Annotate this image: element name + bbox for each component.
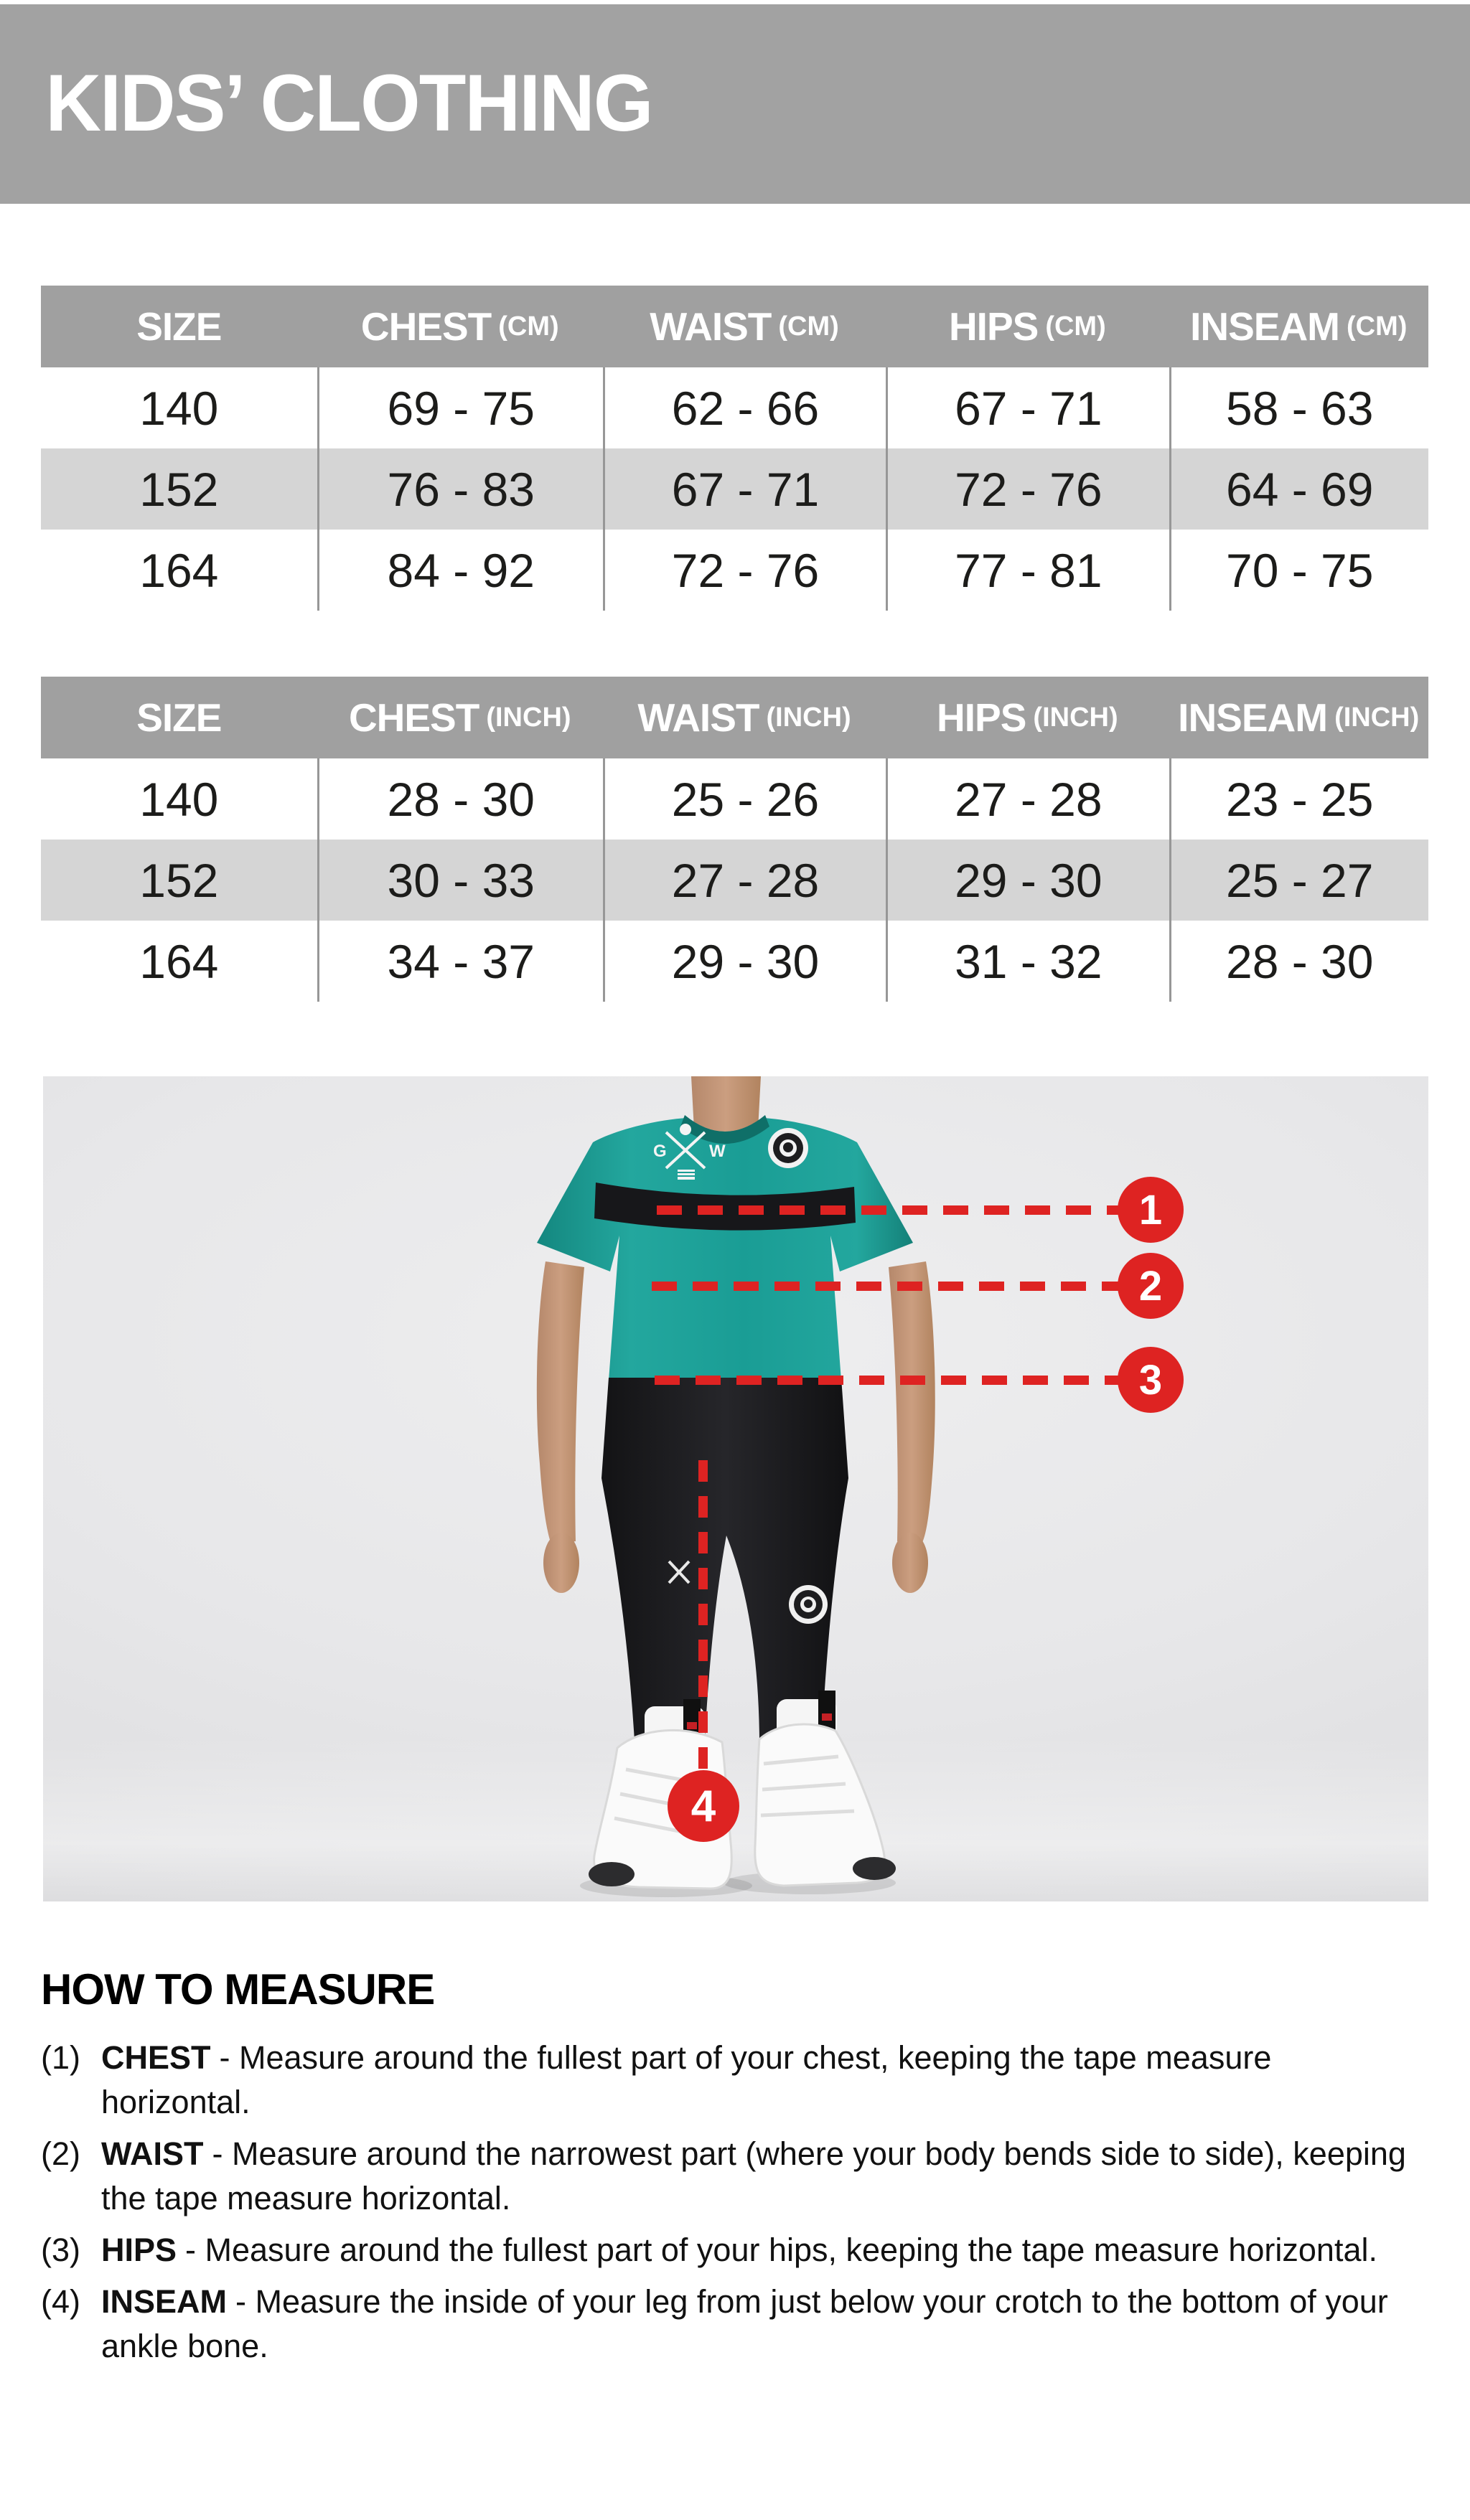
unit-label: (INCH) [1334, 702, 1420, 733]
measurement-line-chest [657, 1205, 1120, 1215]
size-cell: 164 [139, 934, 219, 988]
callout-2-waist: 2 [1118, 1253, 1184, 1319]
table-header-row [41, 677, 1428, 758]
measure-description: - Measure around the fullest part of your chest, keeping the tape measure horizontal. [101, 2039, 1272, 2120]
item-number: (3) [41, 2232, 80, 2268]
callout-1-chest: 1 [1118, 1177, 1184, 1243]
chest-cell: 69 - 75 [317, 367, 603, 448]
logo-letter-w: W [709, 1142, 726, 1161]
hips-cell: 27 - 28 [886, 758, 1169, 840]
hips-cell: 77 - 81 [886, 530, 1169, 611]
size-cell: 164 [139, 543, 219, 597]
waist-cell: 62 - 66 [603, 367, 886, 448]
callout-3-hips: 3 [1118, 1347, 1184, 1413]
callout-4-inseam: 4 [668, 1770, 739, 1842]
column-header-inseam: INSEAM (CM) [1190, 304, 1408, 349]
hips-cell: 72 - 76 [886, 448, 1169, 530]
size-cell: 140 [139, 772, 219, 826]
column-header-chest: CHEST (INCH) [348, 695, 571, 740]
column-header-size: SIZE [136, 304, 222, 349]
table-row [41, 367, 1428, 448]
inseam-cell: 25 - 27 [1169, 840, 1428, 921]
table-header-row [41, 286, 1428, 367]
hips-cell: 31 - 32 [886, 921, 1169, 1002]
size-cell: 152 [139, 853, 219, 907]
left-hand [543, 1533, 579, 1593]
unit-label: (CM) [1045, 311, 1106, 342]
size-table-cm [41, 286, 1428, 611]
measure-term: WAIST [101, 2135, 204, 2172]
waist-cell: 67 - 71 [603, 448, 886, 530]
measure-instruction-hips [41, 2228, 1429, 2272]
measure-instruction-chest [41, 2036, 1429, 2125]
table-row [41, 448, 1428, 530]
measure-term: HIPS [101, 2232, 177, 2268]
hips-cell: 29 - 30 [886, 840, 1169, 921]
unit-label: (INCH) [766, 702, 851, 733]
unit-label: (INCH) [1033, 702, 1118, 733]
item-number: (2) [41, 2135, 80, 2172]
table-row [41, 840, 1428, 921]
how-to-measure-section [41, 1965, 1429, 2376]
size-cell: 140 [139, 381, 219, 435]
measurement-line-inseam [698, 1460, 708, 1770]
measurement-line-hips [655, 1376, 1120, 1385]
measure-instruction-inseam [41, 2280, 1429, 2369]
inseam-cell: 64 - 69 [1169, 448, 1428, 530]
unit-label: (CM) [498, 311, 559, 342]
waist-cell: 72 - 76 [603, 530, 886, 611]
waist-cell: 27 - 28 [603, 840, 886, 921]
inseam-cell: 58 - 63 [1169, 367, 1428, 448]
gorilla-mark [680, 1124, 691, 1135]
measurement-line-waist [652, 1282, 1120, 1291]
waist-cell: 29 - 30 [603, 921, 886, 1002]
cuff-tag [818, 1691, 835, 1731]
column-header-size: SIZE [136, 695, 222, 740]
pants-badge-logo [789, 1585, 828, 1624]
measure-term: INSEAM [101, 2283, 228, 2320]
title-band [0, 4, 1470, 204]
column-header-hips: HIPS (INCH) [937, 695, 1118, 740]
inseam-cell: 70 - 75 [1169, 530, 1428, 611]
unit-label: (CM) [1346, 311, 1408, 342]
logo-letter-g: G [653, 1142, 667, 1161]
chest-cell: 34 - 37 [317, 921, 603, 1002]
model-illustration [43, 1076, 1428, 1901]
hips-cell: 67 - 71 [886, 367, 1169, 448]
unit-label: (INCH) [486, 702, 571, 733]
right-hand [892, 1533, 928, 1593]
column-header-waist: WAIST (INCH) [637, 695, 851, 740]
item-number: (4) [41, 2283, 80, 2320]
inseam-cell: 23 - 25 [1169, 758, 1428, 840]
chest-cell: 30 - 33 [317, 840, 603, 921]
column-header-hips: HIPS (CM) [948, 304, 1106, 349]
how-to-measure-heading: HOW TO MEASURE [41, 1965, 435, 2013]
column-header-waist: WAIST (CM) [650, 304, 839, 349]
chest-cell: 28 - 30 [317, 758, 603, 840]
right-arm [889, 1261, 935, 1544]
measure-description: - Measure around the narrowest part (where your body bends side to side), keeping the tape measure horizontal. [101, 2135, 1406, 2216]
size-table-inch [41, 677, 1428, 1002]
gorilla-badge-logo [768, 1128, 808, 1168]
page-title: KIDS’ CLOTHING [45, 58, 652, 148]
left-shoe-toe [589, 1862, 635, 1886]
measure-instruction-waist [41, 2132, 1429, 2221]
chest-cell: 84 - 92 [317, 530, 603, 611]
right-shoe-toe [853, 1857, 896, 1880]
table-row [41, 921, 1428, 1002]
measure-term: CHEST [101, 2039, 211, 2076]
table-row [41, 530, 1428, 611]
waist-cell: 25 - 26 [603, 758, 886, 840]
measurement-photo [43, 1076, 1428, 1901]
table-row [41, 758, 1428, 840]
item-number: (1) [41, 2039, 80, 2076]
left-arm [537, 1261, 584, 1544]
flag-mark [678, 1170, 695, 1180]
measure-description: - Measure the inside of your leg from just below your crotch to the bottom of your ankle bone. [101, 2283, 1388, 2364]
unit-label: (CM) [778, 311, 839, 342]
measure-description: - Measure around the fullest part of your hips, keeping the tape measure horizontal. [185, 2232, 1377, 2268]
size-cell: 152 [139, 462, 219, 516]
column-header-chest: CHEST (CM) [360, 304, 559, 349]
inseam-cell: 28 - 30 [1169, 921, 1428, 1002]
column-header-inseam: INSEAM (INCH) [1178, 695, 1420, 740]
chest-cell: 76 - 83 [317, 448, 603, 530]
